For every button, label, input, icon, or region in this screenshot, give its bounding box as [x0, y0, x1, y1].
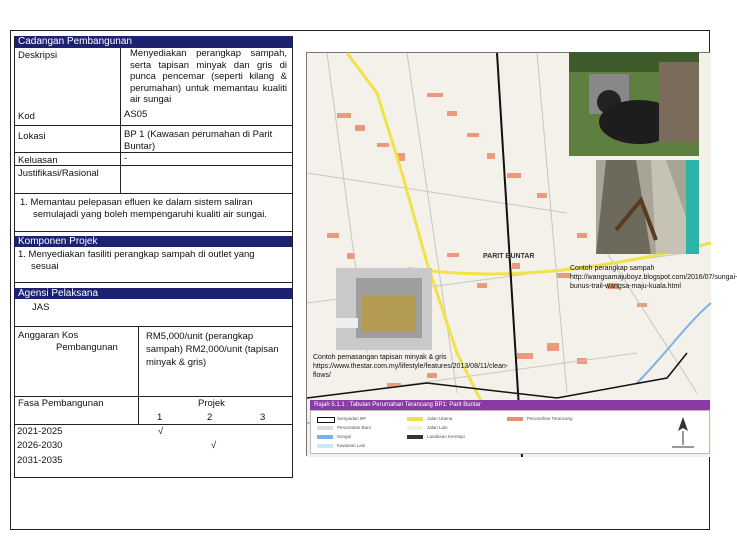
trash-trap-photo	[569, 52, 699, 156]
anggaran-label: Anggaran Kos Pembangunan	[18, 330, 118, 353]
panel-border-bottom	[14, 477, 293, 478]
cadangan-header: Cadangan Pembangunan	[14, 36, 292, 48]
projek-col-2: 2	[207, 412, 213, 423]
projek-col-1: 1	[157, 412, 163, 423]
caption-trash-trap: Contoh perangkap sampah http://wangsamajuboyz.blogspot.com/2016/07/sungai-bunus-trail-wangsa-maju-kuala.html	[570, 265, 737, 290]
fasa-divider	[138, 396, 139, 424]
legend-label-3: Sungai	[337, 434, 352, 439]
kod-value: AS05	[124, 109, 148, 120]
legend-swatch-6	[407, 426, 423, 430]
fasa-period-2: 2026-2030	[17, 440, 63, 451]
drain-image	[596, 160, 699, 254]
keluasan-value: -	[124, 153, 128, 164]
legend-label-7: Landasan Keretapi	[427, 434, 465, 439]
row-divider-1	[14, 125, 293, 126]
komponen-header: Komponen Projek	[14, 236, 292, 247]
deskripsi-value: Menyediakan perangkap sampah, serta tapisan minyak dan gris di punca pencemar (seperti kilang & perumahan) untuk memantau kualiti air sungai	[130, 48, 287, 105]
projek-col-3: 3	[260, 412, 266, 423]
row-divider-8	[14, 396, 293, 397]
agensi-value: JAS	[32, 302, 50, 313]
fasa-mark-1-1: √	[158, 426, 164, 437]
row-divider-6	[14, 282, 293, 283]
fasa-period-1: 2021-2025	[17, 426, 63, 437]
grease-trap-image	[336, 268, 432, 350]
caption-grease-trap: Contoh pemasangan tapisan minyak & gris https://www.thestar.com.my/lifestyle/features/2013/08/11/clean-flows/	[313, 354, 509, 379]
legend-swatch-1	[317, 417, 335, 423]
fasa-label: Fasa Pembangunan	[18, 398, 104, 409]
justifikasi-item: 1. Memantau pelepasan efluen ke dalam sistem saliran semulajadi yang boleh mempengaruhi kualiti air sungai.	[20, 197, 267, 220]
legend-swatch-4	[317, 444, 333, 448]
legend-label-5: Jalan Utama	[427, 416, 453, 421]
anggaran-value: RM5,000/unit (perangkap sampah) RM2,000/unit (tapisan minyak & gris)	[146, 331, 279, 368]
projek-label: Projek	[198, 398, 225, 409]
kod-label: Kod	[18, 111, 35, 122]
legend-swatch-3	[317, 435, 333, 439]
legend-swatch-8	[507, 417, 523, 421]
legend-label-2: Perumahan Baru	[337, 425, 372, 430]
row-divider-9	[14, 424, 293, 425]
legend-label-1: Sempadan BP	[337, 416, 367, 421]
lokasi-value: BP 1 (Kawasan perumahan di Parit Buntar)	[124, 129, 273, 152]
anggaran-divider	[138, 326, 139, 396]
column-divider	[120, 48, 121, 193]
town-label: PARIT BUNTAR	[483, 253, 535, 260]
legend-swatch-2	[317, 426, 333, 430]
legend-swatch-5	[407, 417, 423, 421]
row-divider-2	[14, 152, 293, 153]
keluasan-label: Keluasan	[18, 155, 58, 166]
legend-label-6: Jalan Lain	[427, 425, 448, 430]
row-divider-5	[14, 231, 293, 232]
map-legend	[310, 410, 710, 454]
legend-label-8: Perumahan Terancang	[527, 416, 573, 421]
fasa-mark-2-2: √	[211, 440, 217, 451]
agensi-header: Agensi Pelaksana	[14, 288, 292, 299]
legend-swatch-7	[407, 435, 423, 439]
north-arrow-icon	[666, 415, 700, 451]
panel-border-right	[292, 36, 293, 478]
panel-border-left	[14, 36, 15, 478]
row-divider-4	[14, 193, 293, 194]
grease-trap-photo	[336, 268, 432, 350]
deskripsi-label: Deskripsi	[18, 50, 58, 61]
legend-label-4: Kawasan Lain	[337, 443, 366, 448]
drain-photo	[596, 160, 699, 254]
map-legend-title: Rajah 5.1.1 : Tabulan Perumahan Terancang BP1: Parit Buntar	[310, 400, 710, 410]
justifikasi-label: Justifikasi/Rasional	[18, 168, 99, 179]
komponen-item: 1. Menyediakan fasiliti perangkap sampah di outlet yang sesuai	[18, 249, 255, 272]
trash-trap-image	[569, 52, 699, 156]
lokasi-label: Lokasi	[18, 131, 46, 142]
fasa-period-3: 2031-2035	[17, 455, 63, 466]
row-divider-7	[14, 326, 293, 327]
